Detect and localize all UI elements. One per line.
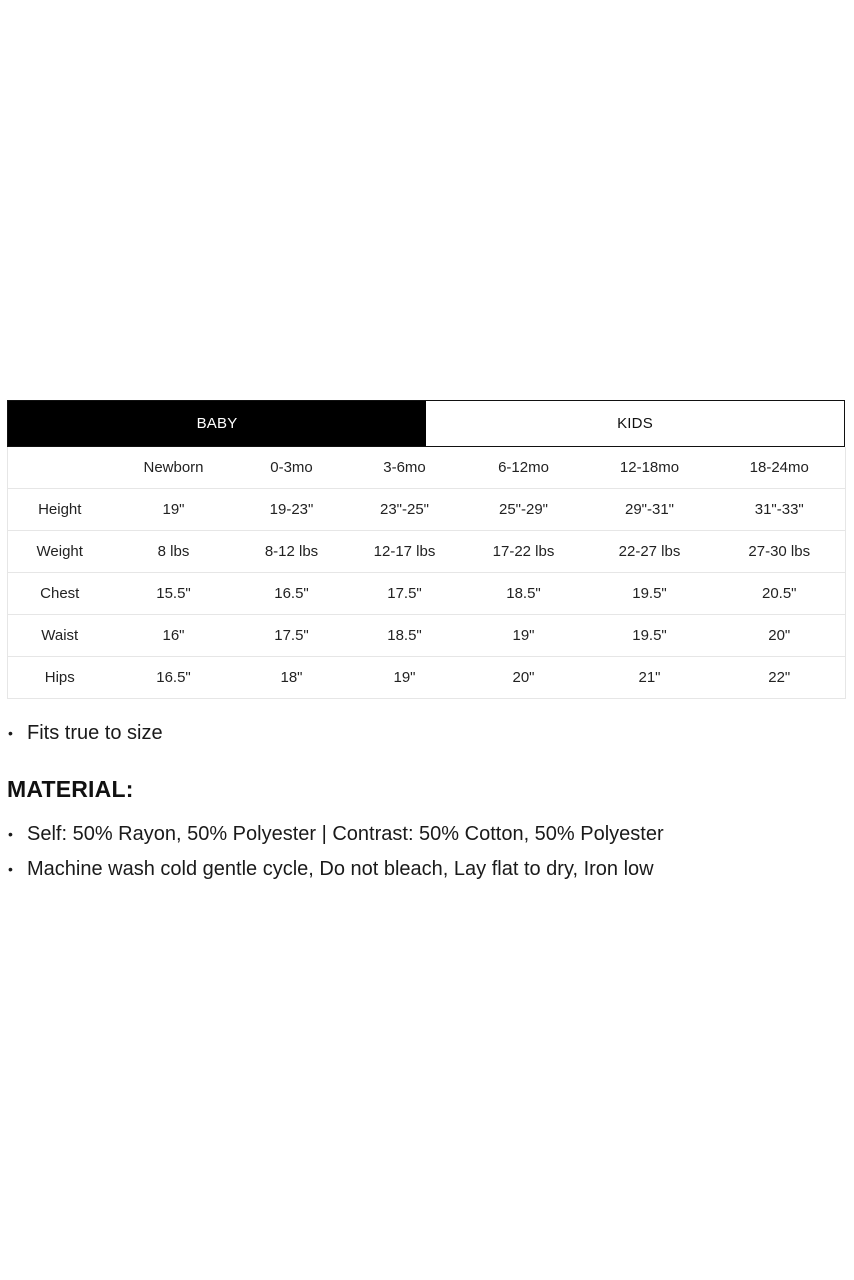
row-label: Waist — [8, 615, 112, 657]
size-table — [7, 447, 846, 699]
row-label: Chest — [8, 573, 112, 615]
row-label: Hips — [44, 669, 75, 686]
table-cell: 22" — [768, 669, 791, 686]
column-header: 3-6mo — [348, 447, 462, 489]
product-notes — [7, 718, 837, 889]
table-cell: 12-17 lbs — [348, 531, 462, 573]
table-cell: 15.5" — [112, 573, 236, 615]
table-cell: 20" — [512, 669, 535, 686]
material-composition: Self: 50% Rayon, 50% Polyester | Contrast: 50% Cotton, 50% Polyester — [27, 823, 664, 845]
material-list — [7, 819, 837, 884]
table-cell: 25"-29" — [462, 489, 586, 531]
column-header: 12-18mo — [586, 447, 714, 489]
table-cell: 20.5" — [714, 573, 846, 615]
table-cell: 20" — [714, 615, 846, 657]
table-cell: 17-22 lbs — [462, 531, 586, 573]
table-cell: 31"-33" — [714, 489, 846, 531]
table-row — [8, 489, 846, 531]
table-cell: 17.5" — [348, 573, 462, 615]
table-cell: 22-27 lbs — [586, 531, 714, 573]
table-cell: 19" — [393, 669, 416, 686]
table-cell: 19.5" — [586, 573, 714, 615]
table-cell: 16" — [112, 615, 236, 657]
tab-kids[interactable]: KIDS — [426, 401, 844, 446]
table-cell: 18" — [280, 669, 303, 686]
column-header: 18-24mo — [714, 447, 846, 489]
column-header: 0-3mo — [236, 447, 348, 489]
table-cell: 19" — [112, 489, 236, 531]
table-row — [8, 531, 846, 573]
tab-baby[interactable]: BABY — [8, 401, 426, 446]
list-item — [7, 854, 837, 884]
table-header-row — [8, 447, 846, 489]
column-header — [8, 447, 112, 489]
size-chart — [7, 400, 845, 699]
size-chart-tabs — [7, 400, 845, 447]
table-cell: 18.5" — [462, 573, 586, 615]
care-instructions: Machine wash cold gentle cycle, Do not bleach, Lay flat to dry, Iron low — [27, 858, 654, 880]
row-label: Weight — [8, 531, 112, 573]
row-label: Height — [8, 489, 112, 531]
fit-note: Fits true to size — [27, 722, 163, 744]
table-cell: 19" — [462, 615, 586, 657]
table-cell: 27-30 lbs — [714, 531, 846, 573]
table-cell: 17.5" — [236, 615, 348, 657]
table-cell: 19.5" — [586, 615, 714, 657]
column-header: 6-12mo — [462, 447, 586, 489]
column-header: Newborn — [112, 447, 236, 489]
table-cell: 8-12 lbs — [236, 531, 348, 573]
table-cell: 19-23" — [236, 489, 348, 531]
table-cell: 8 lbs — [112, 531, 236, 573]
bullet-icon: • — [8, 725, 13, 741]
table-row — [8, 657, 846, 699]
list-item — [7, 819, 837, 849]
bullet-icon: • — [8, 861, 13, 877]
table-cell: 29"-31" — [586, 489, 714, 531]
list-item — [7, 718, 837, 748]
fit-list — [7, 718, 837, 748]
bullet-icon: • — [8, 826, 13, 842]
table-cell: 16.5" — [236, 573, 348, 615]
table-cell: 16.5" — [156, 669, 191, 686]
material-heading: MATERIAL: — [7, 776, 134, 802]
table-cell: 18.5" — [348, 615, 462, 657]
table-cell: 21" — [638, 669, 661, 686]
table-row — [8, 573, 846, 615]
table-row — [8, 615, 846, 657]
table-cell: 23"-25" — [348, 489, 462, 531]
